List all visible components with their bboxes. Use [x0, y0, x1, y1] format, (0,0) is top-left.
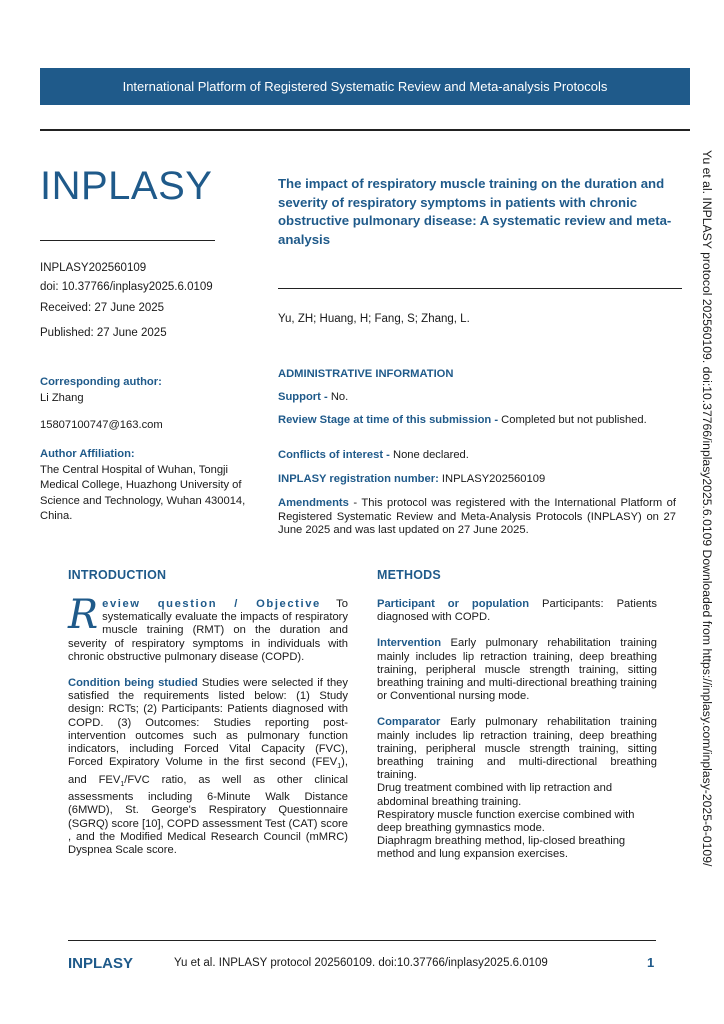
- footer-citation: Yu et al. INPLASY protocol 202560109. doi:10.37766/inplasy2025.6.0109: [174, 957, 548, 969]
- population-paragraph: Participant or population Participants: Patients diagnosed with COPD.: [377, 598, 657, 624]
- condition-paragraph: Condition being studied Studies were selected if they satisfied the requirements listed below: (1) Study design: RCTs; (2) Participants: Patients diagnosed with COPD. (3) Outcomes: Studies reporting post-intervention outcomes such as pulmonary function indicators, including Forced Vital Capacity (FVC), Forced Expiratory Volume in the first second $(FEV_1)$, and $FEV_1$/FVC ratio, as well as other clinical assessments including 6-Minute Walk Distance (6MWD), St. George's Respiratory Questionnaire (SGRQ) score [10], COPD assessment Test (CAT) score , and the Modified Medical Research Council (mMRC) Dyspnea Scale score.: [68, 677, 348, 856]
- logo-underline: [40, 240, 215, 241]
- admin-heading: ADMINISTRATIVE INFORMATION: [278, 368, 454, 380]
- corresponding-email: 15807100747@163.com: [40, 419, 163, 431]
- intervention-paragraph: Intervention Early pulmonary rehabilitation training mainly includes lip retraction training, deep breathing training, peripheral muscle strength training, sitting breathing training and multi-directional breathing training or Conventional nursing mode.: [377, 637, 657, 703]
- article-title: The impact of respiratory muscle training on the duration and severity of respiratory symptoms in patients with chronic obstructive pulmonary disease: A systematic review and meta-analysis: [278, 176, 672, 247]
- corresponding-name: Li Zhang: [40, 391, 84, 404]
- corresponding-label: Corresponding author:: [40, 376, 162, 388]
- footer-divider: [68, 940, 656, 941]
- top-divider: [40, 129, 690, 131]
- page-number: 1: [647, 955, 655, 970]
- introduction-body: [68, 592, 348, 870]
- review-stage-line: Review Stage at time of this submission - Completed but not published.: [278, 414, 647, 426]
- header-banner: [40, 68, 690, 105]
- doi: doi: 10.37766/inplasy2025.6.0109: [40, 281, 213, 293]
- author-affiliation: [40, 447, 250, 525]
- dropcap-letter: R: [68, 592, 99, 638]
- footer-logo: INPLASY: [68, 955, 134, 972]
- corresponding-author: [40, 375, 250, 406]
- received-date: Received: 27 June 2025: [40, 302, 165, 314]
- author-list: Yu, ZH; Huang, H; Fang, S; Zhang, L.: [278, 313, 470, 325]
- registration-line: INPLASY registration number: INPLASY202560109: [278, 473, 546, 485]
- protocol-id: INPLASY202560109: [40, 262, 147, 274]
- affiliation-text: The Central Hospital of Wuhan, Tongji Medical College, Huazhong University of Science and Technology, Wuhan 430014, China.: [40, 463, 246, 522]
- inplasy-logo: INPLASY: [40, 164, 213, 208]
- comparator-paragraph: Comparator Early pulmonary rehabilitation training mainly includes lip retraction training, deep breathing training, peripheral muscle strength training, sitting breathing training and multi-directional breathing training. Drug treatment combined with lip retraction and abdominal breathing training. Respiratory muscle function exercise combined with deep breathing gymnastics mode. Diaphragm breathing method, lip-closed breathing method and lung expansion exercises.: [377, 716, 657, 861]
- introduction-heading: INTRODUCTION: [68, 568, 167, 582]
- methods-body: [377, 598, 657, 862]
- conflicts-line: Conflicts of interest - None declared.: [278, 449, 469, 461]
- title-underline: [278, 288, 682, 289]
- side-download-note: Yu et al. INPLASY protocol 202560109. doi:10.37766/inplasy2025.6.0109 Downloaded from https://inplasy.com/inplasy-2025-6-0109/: [700, 150, 714, 867]
- methods-heading: METHODS: [377, 568, 441, 582]
- banner-text: International Platform of Registered Systematic Review and Meta-analysis Protocols: [122, 79, 608, 94]
- published-date: Published: 27 June 2025: [40, 327, 167, 339]
- amendments-line: Amendments - This protocol was registered with the International Platform of Registered Systematic Review and Meta-Analysis Protocols (INPLASY) on 27 June 2025 and was last updated on 27 June 2025.: [278, 497, 676, 536]
- review-question-paragraph: Review question / Objective To systematically evaluate the impacts of respiratory muscle training (RMT) on the duration and severity of respiratory symptoms in individuals with chronic obstructive pulmonary disease (COPD).: [68, 592, 348, 663]
- support-line: Support - No.: [278, 391, 349, 403]
- affiliation-label: Author Affiliation:: [40, 448, 135, 460]
